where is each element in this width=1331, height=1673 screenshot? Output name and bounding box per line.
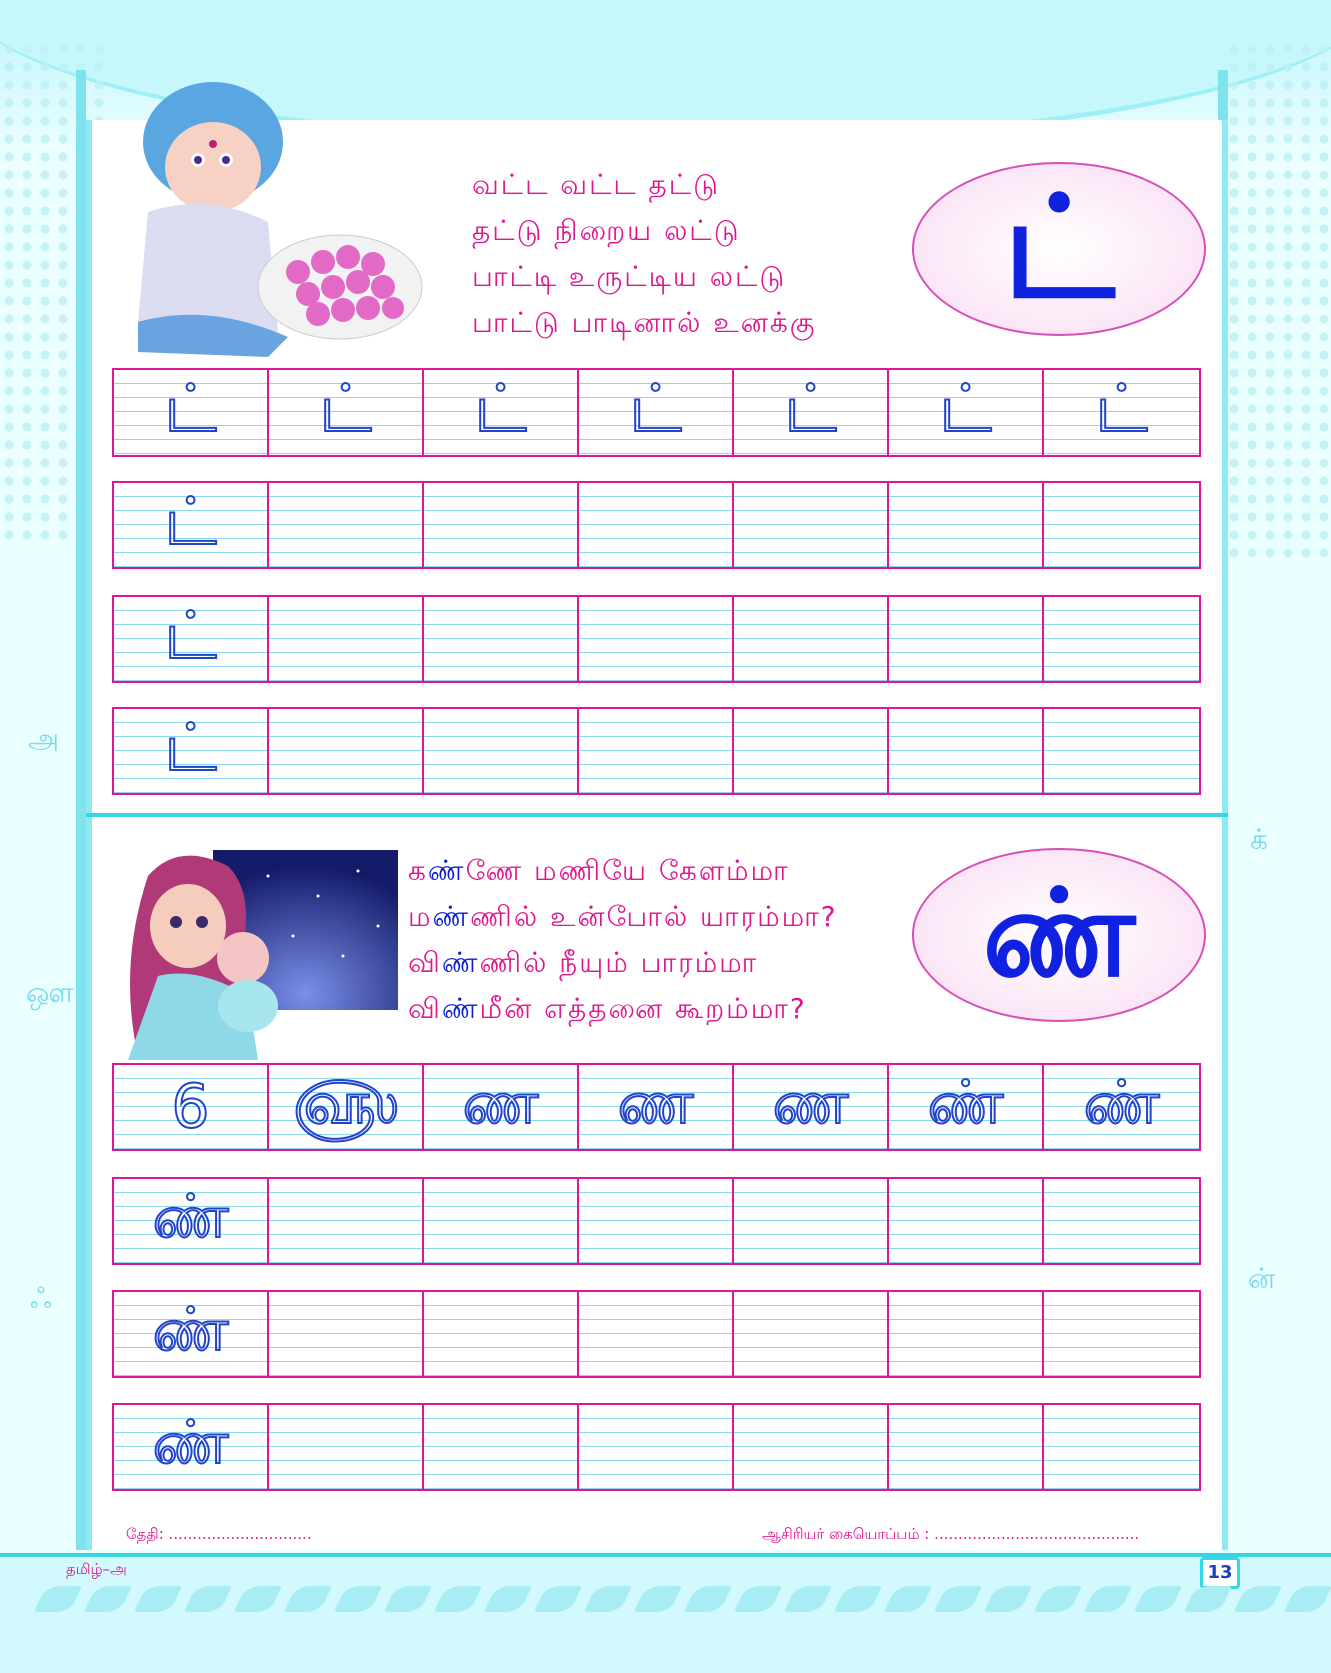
- writing-cell[interactable]: [579, 483, 734, 569]
- trace-cell[interactable]: ட்: [734, 370, 889, 456]
- trace-cell[interactable]: ௵: [269, 1065, 424, 1149]
- writing-cell[interactable]: [424, 1405, 579, 1489]
- trace-cell[interactable]: ண: [734, 1065, 889, 1149]
- writing-cell[interactable]: [269, 1179, 424, 1263]
- side-letter: ன்: [1248, 1262, 1276, 1295]
- rhyme-line: விண்ணில் நீயும் பாரம்மா: [408, 946, 759, 979]
- page-number: 13: [1200, 1557, 1240, 1589]
- writing-cell[interactable]: [1044, 597, 1199, 683]
- letter-oval-nna: [912, 848, 1206, 1022]
- writing-cell[interactable]: [734, 1292, 889, 1376]
- writing-cell[interactable]: [579, 1405, 734, 1489]
- writing-cell[interactable]: [424, 709, 579, 795]
- side-letter: க்: [1250, 823, 1268, 856]
- footer-band: [0, 1553, 1331, 1673]
- trace-row-ta-steps: [112, 368, 1201, 457]
- rhyme-line: பாட்டு பாடினால் உனக்கு: [472, 306, 817, 339]
- practice-row-nna-2: [112, 1290, 1201, 1378]
- rhyme-ta: [472, 162, 817, 346]
- writing-cell[interactable]: [734, 1179, 889, 1263]
- writing-cell[interactable]: [579, 1292, 734, 1376]
- left-post: [76, 70, 86, 1550]
- side-letter: ஃ: [30, 1282, 52, 1315]
- writing-cell[interactable]: [424, 597, 579, 683]
- rhyme-line: தட்டு நிறைய லட்டு: [472, 214, 741, 247]
- writing-cell[interactable]: [1044, 709, 1199, 795]
- trace-cell[interactable]: ட்: [889, 370, 1044, 456]
- rhyme-line: பாட்டி உருட்டிய லட்டு: [472, 260, 787, 293]
- big-letter-ta: ட்: [1003, 167, 1115, 330]
- practice-row-nna-3: [112, 1403, 1201, 1491]
- trace-cell[interactable]: ட்: [269, 370, 424, 456]
- trace-cell[interactable]: ண: [424, 1065, 579, 1149]
- writing-cell[interactable]: [579, 597, 734, 683]
- rhyme-nna: [408, 848, 838, 1032]
- trace-cell[interactable]: ண்: [114, 1179, 269, 1263]
- trace-cell[interactable]: ட்: [424, 370, 579, 456]
- writing-cell[interactable]: [889, 597, 1044, 683]
- writing-cell[interactable]: [1044, 1292, 1199, 1376]
- writing-cell[interactable]: [1044, 1179, 1199, 1263]
- writing-cell[interactable]: [734, 597, 889, 683]
- writing-cell[interactable]: [579, 709, 734, 795]
- writing-cell[interactable]: [889, 483, 1044, 569]
- side-letter: ஔ: [26, 976, 74, 1009]
- writing-cell[interactable]: [889, 1179, 1044, 1263]
- writing-cell[interactable]: [424, 1179, 579, 1263]
- practice-row-ta-1: [112, 481, 1201, 569]
- trace-cell[interactable]: ண்: [1083, 1068, 1160, 1138]
- date-field[interactable]: [126, 1525, 312, 1545]
- big-letter-nna: ண்: [982, 865, 1136, 1004]
- date-dots: ..............................: [168, 1525, 312, 1543]
- writing-cell[interactable]: [269, 709, 424, 795]
- rhyme-line: கண்ணே மணியே கேளம்மா: [408, 854, 790, 887]
- date-label: தேதி:: [126, 1525, 164, 1543]
- rhyme-line: வட்ட வட்ட தட்டு: [472, 168, 721, 201]
- trace-cell[interactable]: ண: [579, 1065, 734, 1149]
- writing-cell[interactable]: [889, 1292, 1044, 1376]
- writing-cell[interactable]: [734, 483, 889, 569]
- writing-cell[interactable]: [269, 1292, 424, 1376]
- rhyme-line: விண்மீன் எத்தனை கூறம்மா?: [408, 992, 807, 1025]
- practice-row-nna-1: [112, 1177, 1201, 1265]
- book-title: தமிழ்–அ: [66, 1560, 127, 1578]
- signature-field[interactable]: [762, 1525, 1139, 1545]
- trace-cell[interactable]: ட்: [579, 370, 734, 456]
- trace-cell[interactable]: ட்: [1095, 370, 1148, 447]
- mother-baby-illustration: [118, 846, 400, 1060]
- signature-dots: ...........................................: [934, 1525, 1140, 1543]
- trace-cell[interactable]: ட்: [114, 597, 269, 683]
- writing-cell[interactable]: [734, 1405, 889, 1489]
- writing-cell[interactable]: [579, 1179, 734, 1263]
- trace-cell[interactable]: ட்: [114, 709, 269, 795]
- writing-cell[interactable]: [889, 1405, 1044, 1489]
- letter-oval-ta: [912, 162, 1206, 336]
- trace-cell[interactable]: 6: [114, 1065, 269, 1149]
- side-letter: அ: [28, 722, 60, 755]
- writing-cell[interactable]: [734, 709, 889, 795]
- section-divider: [86, 813, 1228, 817]
- practice-row-ta-3: [112, 707, 1201, 795]
- writing-cell[interactable]: [269, 597, 424, 683]
- trace-cell[interactable]: ண்: [889, 1065, 1044, 1149]
- writing-cell[interactable]: [424, 1292, 579, 1376]
- writing-cell[interactable]: [889, 709, 1044, 795]
- writing-cell[interactable]: [1044, 1405, 1199, 1489]
- practice-row-ta-2: [112, 595, 1201, 683]
- writing-cell[interactable]: [269, 483, 424, 569]
- trace-cell[interactable]: ண்: [114, 1292, 269, 1376]
- dot-pattern-right: [1225, 40, 1331, 560]
- trace-row-nna-steps: [112, 1063, 1201, 1151]
- writing-cell[interactable]: [269, 1405, 424, 1489]
- writing-cell[interactable]: [1044, 483, 1199, 569]
- signature-label: ஆசிரியர் கையொப்பம் :: [762, 1525, 930, 1543]
- trace-cell[interactable]: ட்: [114, 483, 269, 569]
- trace-cell[interactable]: ண்: [114, 1405, 269, 1489]
- grandmother-laddu-illustration: [118, 72, 423, 357]
- trace-cell[interactable]: ட்: [114, 370, 269, 456]
- writing-cell[interactable]: [424, 483, 579, 569]
- rhyme-line: மண்ணில் உன்போல் யாரம்மா?: [408, 900, 838, 933]
